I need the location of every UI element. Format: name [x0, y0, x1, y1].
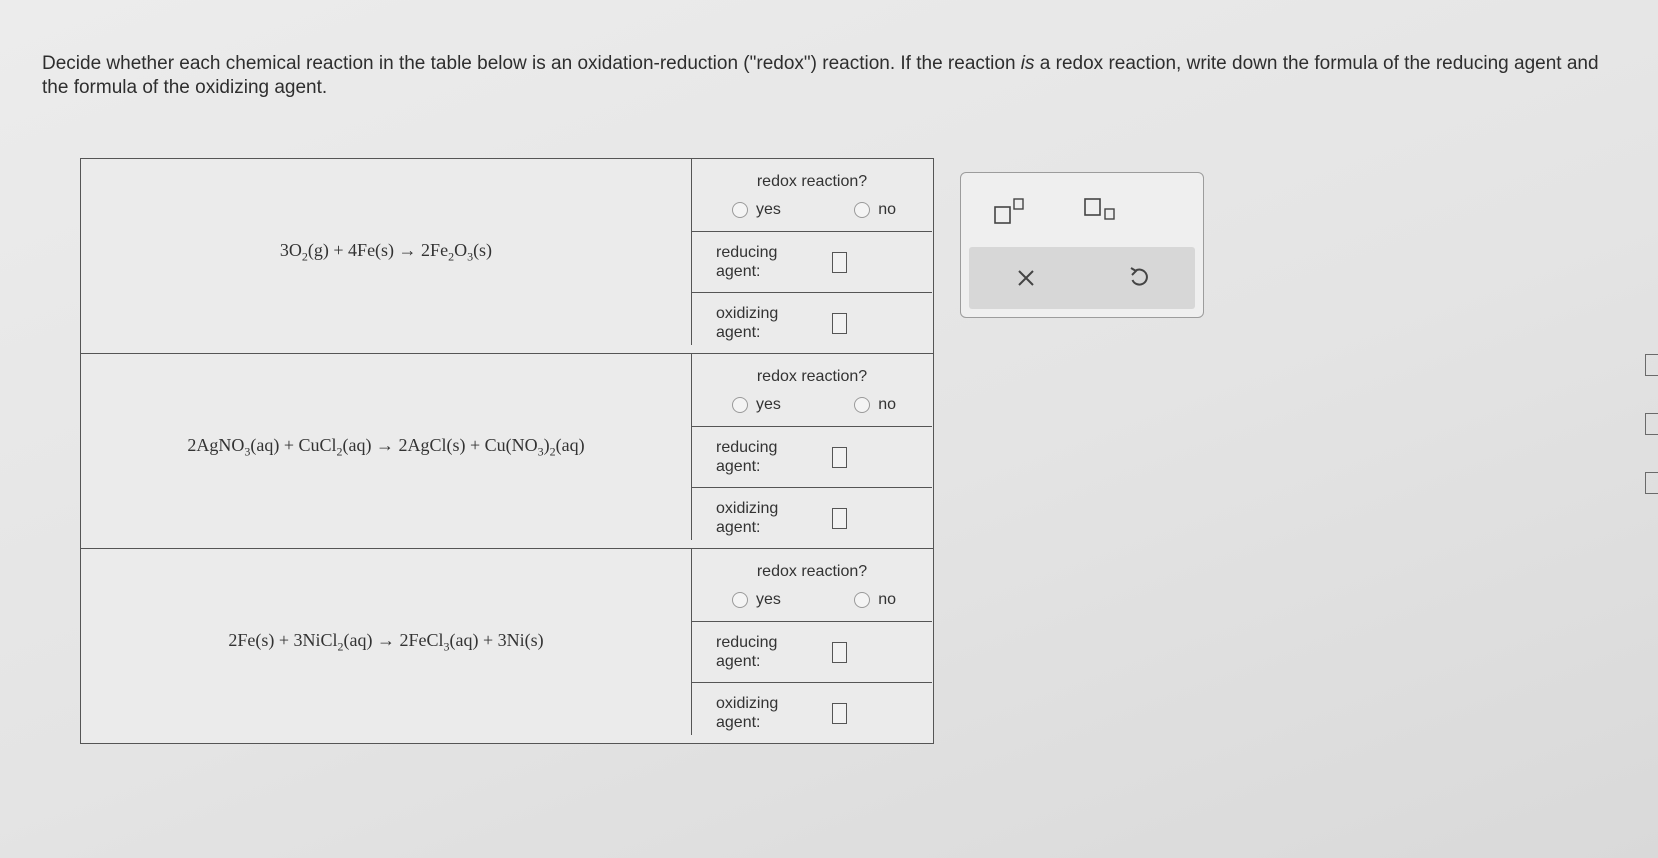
clear-button[interactable]: [1001, 258, 1051, 298]
reducing-agent-label: reducing agent:: [716, 244, 778, 280]
reducing-agent-row: [692, 622, 932, 683]
table-row: [81, 548, 933, 743]
equation-cell: [81, 354, 692, 540]
oxidizing-agent-row: [692, 293, 932, 353]
no-label: no: [878, 201, 896, 218]
edge-widget-icon[interactable]: [1645, 472, 1658, 494]
instructions-text-1: Decide whether each chemical reaction in the table below is an oxidation-reduction ("redox") reaction. If the reaction: [42, 53, 1021, 74]
equation-cell: [81, 549, 692, 735]
reducing-agent-row: [692, 232, 932, 293]
superscript-icon: [993, 197, 1027, 225]
toolbar-actions: [969, 247, 1195, 309]
table-row: [81, 353, 933, 548]
oxidizing-agent-input[interactable]: [832, 313, 847, 334]
redox-question-label: redox reaction?: [756, 563, 868, 580]
yes-radio[interactable]: [732, 397, 748, 413]
equation: $3O_2(g) + 4Fe(s) \to 2Fe_2O_3(s)$: [279, 239, 493, 264]
edge-widget-icon[interactable]: [1645, 413, 1658, 435]
yes-radio[interactable]: [732, 592, 748, 608]
reducing-agent-label: reducing agent:: [716, 439, 778, 475]
redox-question-label: redox reaction?: [756, 368, 868, 385]
instructions-text-2: a redox reaction, write down the formula of the reducing agent and the formula of the oxidizing agent.: [42, 53, 1599, 98]
edge-widget-icon[interactable]: [1645, 354, 1658, 376]
table-row: [81, 159, 933, 353]
reducing-agent-input[interactable]: [832, 447, 847, 468]
no-radio[interactable]: [854, 592, 870, 608]
no-radio[interactable]: [854, 397, 870, 413]
subscript-icon: [1083, 197, 1119, 225]
yes-label: yes: [756, 201, 781, 218]
reactions-table: [80, 158, 934, 744]
instructions-is-emphasis: is: [1020, 53, 1035, 74]
yes-radio[interactable]: [732, 202, 748, 218]
answer-cell: [692, 159, 932, 353]
formula-toolbar: [960, 172, 1204, 318]
subscript-button[interactable]: [1083, 197, 1119, 225]
no-label: no: [878, 591, 896, 608]
redox-question: [692, 354, 932, 427]
oxidizing-agent-input[interactable]: [832, 703, 847, 724]
no-option[interactable]: [854, 591, 896, 609]
superscript-button[interactable]: [993, 197, 1027, 225]
redox-question-label: redox reaction?: [756, 173, 868, 190]
reducing-agent-label: reducing agent:: [716, 634, 778, 670]
equation-cell: [81, 159, 692, 345]
equation: 2Fe(s) + 3NiCl$_2$(aq) → 2FeCl$_3$(aq) + 3Ni(s): [228, 629, 544, 654]
no-option[interactable]: [854, 396, 896, 414]
reducing-agent-input[interactable]: [832, 252, 847, 273]
oxidizing-agent-row: [692, 488, 932, 548]
yes-option[interactable]: [732, 396, 781, 414]
undo-button[interactable]: [1114, 258, 1164, 298]
answer-cell: [692, 549, 932, 743]
answer-cell: [692, 354, 932, 548]
instructions: [42, 52, 1622, 100]
equation: 2AgNO$_3$(aq) + CuCl$_2$(aq) → 2AgCl(s) + $Cu(NO_3)_2(aq)$: [187, 434, 585, 459]
no-label: no: [878, 396, 896, 413]
reducing-agent-input[interactable]: [832, 642, 847, 663]
redox-question: [692, 159, 932, 232]
yes-option[interactable]: [732, 201, 781, 219]
yes-label: yes: [756, 396, 781, 413]
yes-label: yes: [756, 591, 781, 608]
oxidizing-agent-label: oxidizing agent:: [716, 695, 779, 731]
oxidizing-agent-label: oxidizing agent:: [716, 500, 779, 536]
no-option[interactable]: [854, 201, 896, 219]
close-icon: [1016, 268, 1036, 288]
no-radio[interactable]: [854, 202, 870, 218]
undo-icon: [1128, 266, 1150, 290]
oxidizing-agent-label: oxidizing agent:: [716, 305, 779, 341]
redox-question: [692, 549, 932, 622]
oxidizing-agent-input[interactable]: [832, 508, 847, 529]
oxidizing-agent-row: [692, 683, 932, 743]
yes-option[interactable]: [732, 591, 781, 609]
reducing-agent-row: [692, 427, 932, 488]
